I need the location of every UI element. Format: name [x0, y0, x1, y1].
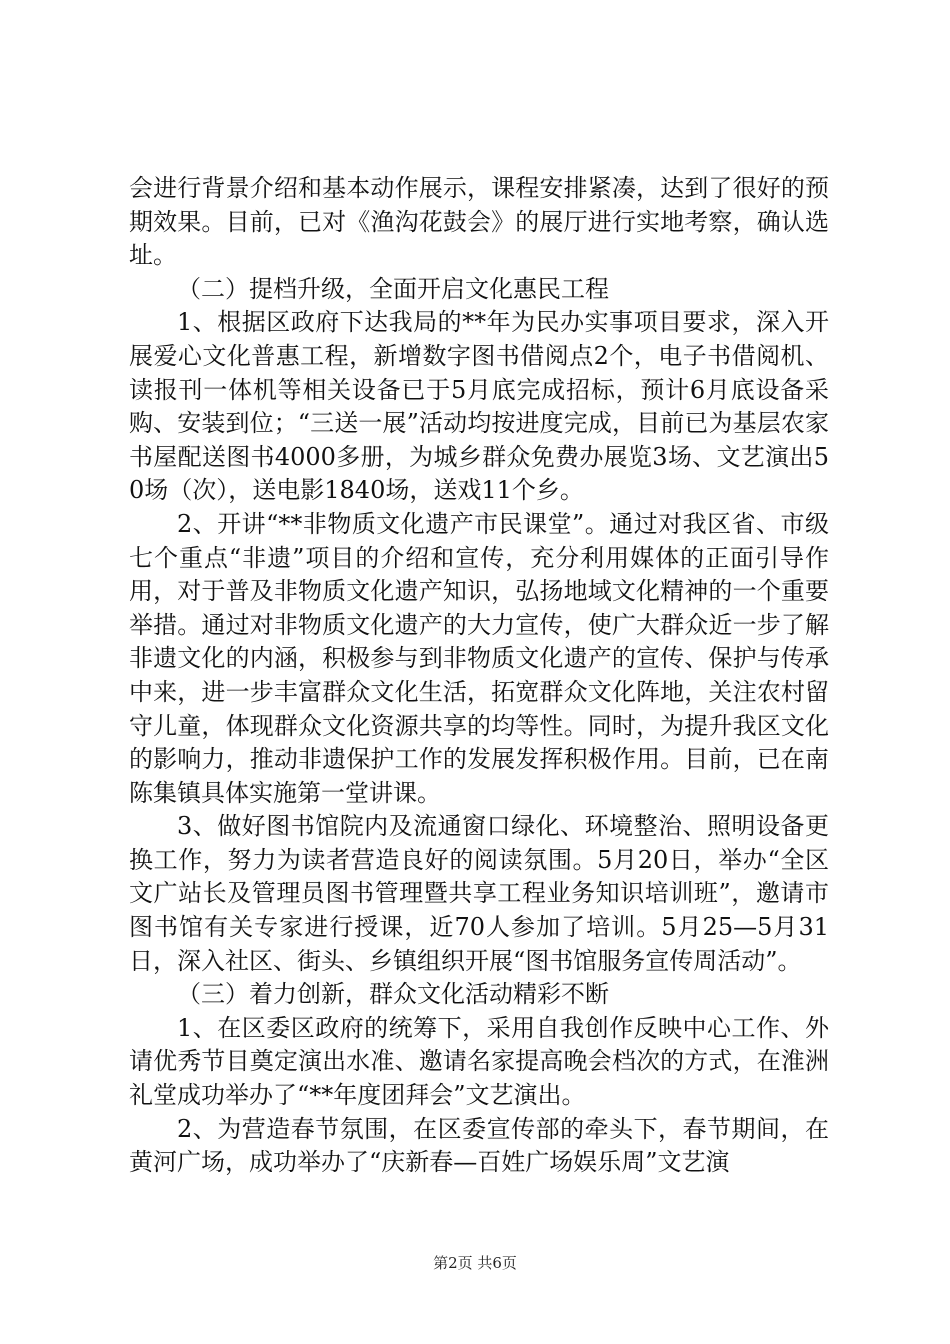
paragraph-item-1: 1、根据区政府下达我局的**年为民办实事项目要求，深入开展爱心文化普惠工程，新增数字图书借阅点2个，电子书借阅机、读报刊一体机等相关设备已于5月底完成招标，预计6月底设备采购、安装到位；“三送一展”活动均按进度完成，目前已为基层农家书屋配送图书4000多册，为城乡群众免费办展览3场、文艺演出50场（次），送电影1840场，送戏11个乡。 — [129, 308, 829, 505]
section-heading-3: （三）着力创新，群众文化活动精彩不断 — [177, 980, 609, 1009]
paragraph-item-3-2: 2、为营造春节氛围，在区委宣传部的牵头下，春节期间，在黄河广场，成功举办了“庆新春—百姓广场娱乐周”文艺演 — [129, 1114, 829, 1177]
section-heading-2: （二）提档升级，全面开启文化惠民工程 — [177, 274, 609, 303]
page-footer: 第2页 共6页 — [433, 1254, 517, 1272]
paragraph-item-3: 3、做好图书馆院内及流通窗口绿化、环境整治、照明设备更换工作，努力为读者营造良好的阅读氛围。5月20日，举办“全区文广站长及管理员图书管理暨共享工程业务知识培训班”，邀请市图书馆有关专家进行授课，近70人参加了培训。5月25—5月31日，深入社区、街头、乡镇组织开展“图书馆服务宣传周活动”。 — [129, 812, 829, 975]
document-body — [129, 172, 829, 1180]
paragraph-item-3-1: 1、在区委区政府的统筹下，采用自我创作反映中心工作、外请优秀节目奠定演出水准、邀请名家提高晚会档次的方式，在淮洲礼堂成功举办了“**年度团拜会”文艺演出。 — [129, 1013, 829, 1110]
paragraph-item-2: 2、开讲“**非物质文化遗产市民课堂”。通过对我区省、市级七个重点“非遗”项目的介绍和宣传，充分利用媒体的正面引导作用，对于普及非物质文化遗产知识，弘扬地域文化精神的一个重要举措。通过对非物质文化遗产的大力宣传，使广大群众近一步了解非遗文化的内涵，积极参与到非物质文化遗产的宣传、保护与传承中来，进一步丰富群众文化生活，拓宽群众文化阵地，关注农村留守儿童，体现群众文化资源共享的均等性。同时，为提升我区文化的影响力，推动非遗保护工作的发展发挥积极作用。目前，已在南陈集镇具体实施第一堂讲课。 — [129, 509, 829, 807]
paragraph-continuation: 会进行背景介绍和基本动作展示，课程安排紧凑，达到了很好的预期效果。目前，已对《渔沟花鼓会》的展厅进行实地考察，确认选址。 — [129, 174, 829, 270]
